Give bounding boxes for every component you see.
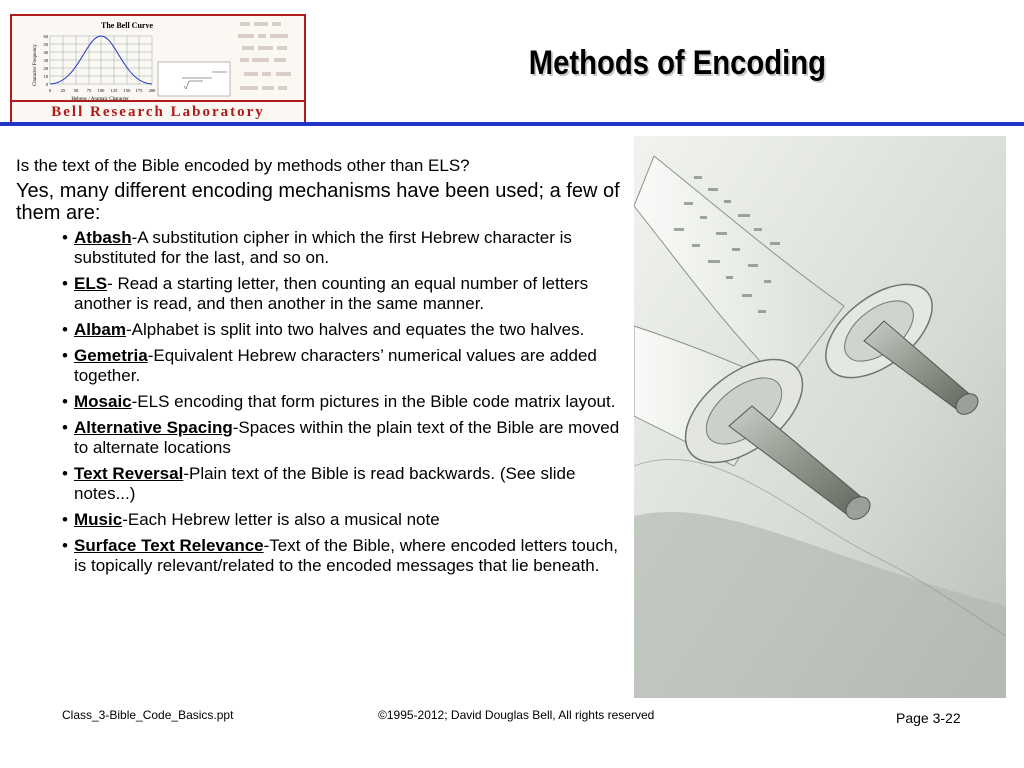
logo-y-tick: 60 xyxy=(43,34,48,39)
list-item xyxy=(62,510,622,530)
logo-x-tick: 125 xyxy=(110,88,118,93)
list-item xyxy=(62,274,622,314)
methods-list xyxy=(16,228,622,576)
list-item xyxy=(62,346,622,386)
method-desc: -Text of the Bible, where encoded letters touch, is topically relevant/related to the encoded messages that lie beneath. xyxy=(74,536,618,575)
logo-x-tick: 50 xyxy=(73,88,79,93)
bullet-icon: • xyxy=(62,510,68,529)
bullet-icon: • xyxy=(62,274,68,293)
bullet-icon: • xyxy=(62,228,68,247)
logo-chart-title: The Bell Curve xyxy=(101,21,153,30)
answer-text: Yes, many different encoding mechanisms have been used; a few of them are: xyxy=(16,180,620,224)
method-desc: -ELS encoding that form pictures in the Bible code matrix layout. xyxy=(131,392,616,411)
logo-banner: Bell Research Laboratory xyxy=(12,100,304,122)
bullet-icon: • xyxy=(62,536,68,555)
list-item xyxy=(62,392,622,412)
logo-x-tick: 100 xyxy=(97,88,105,93)
logo-y-axis-label: Character Frequency xyxy=(33,44,38,86)
logo-x-tick: 0 xyxy=(48,88,52,93)
method-desc: - Read a starting letter, then counting an equal number of letters another is read, and then another in the same manner. xyxy=(74,274,589,313)
bell-curve-chart xyxy=(12,16,304,104)
logo-y-tick: 20 xyxy=(43,66,48,71)
method-desc: -Each Hebrew letter is also a musical note xyxy=(122,510,440,529)
method-desc: -Plain text of the Bible is read backwards. (See slide notes...) xyxy=(74,464,576,503)
method-term: Mosaic xyxy=(74,392,132,411)
method-term: Text Reversal xyxy=(74,464,184,483)
slide-title: Methods of Encoding xyxy=(528,44,826,82)
method-term: Atbash xyxy=(74,228,132,247)
method-term: Alternative Spacing xyxy=(74,418,233,437)
method-term: Music xyxy=(74,510,123,529)
question-text: Is the text of the Bible encoded by methods other than ELS? xyxy=(16,156,470,175)
bullet-icon: • xyxy=(62,418,68,437)
logo-x-tick: 200 xyxy=(148,88,156,93)
logo-y-tick: 40 xyxy=(43,50,48,55)
method-term: Gemetria xyxy=(74,346,148,365)
logo-x-tick: 25 xyxy=(60,88,66,93)
list-item xyxy=(62,536,622,576)
bullet-icon: • xyxy=(62,464,68,483)
bullet-icon: • xyxy=(62,392,68,411)
footer-copyright: ©1995-2012; David Douglas Bell, All rights reserved xyxy=(378,708,655,722)
list-item xyxy=(62,228,622,268)
list-item xyxy=(62,418,622,458)
logo-x-tick: 150 xyxy=(123,88,131,93)
method-desc: -A substitution cipher in which the first Hebrew character is substituted for the last, and so on. xyxy=(74,228,572,267)
logo-grid xyxy=(50,36,152,84)
list-item xyxy=(62,320,622,340)
logo-y-tick: 0 xyxy=(45,82,48,87)
logo-x-tick: 75 xyxy=(86,88,92,93)
torah-scroll-illustration xyxy=(634,136,1006,698)
logo-y-tick: 50 xyxy=(43,42,48,47)
logo-y-tick: 30 xyxy=(43,58,48,63)
scroll-drawing xyxy=(634,136,1006,698)
method-desc: -Equivalent Hebrew characters’ numerical values are added together. xyxy=(74,346,597,385)
logo-x-tick: 175 xyxy=(135,88,143,93)
bullet-icon: • xyxy=(62,346,68,365)
method-term: Albam xyxy=(74,320,126,339)
footer-filename: Class_3-Bible_Code_Basics.ppt xyxy=(62,708,234,722)
bell-research-logo xyxy=(10,14,306,124)
method-term: ELS xyxy=(74,274,108,293)
logo-hebrew-watermark xyxy=(238,22,291,90)
logo-formula-box xyxy=(158,62,230,96)
method-term: Surface Text Relevance xyxy=(74,536,264,555)
page-number: Page 3-22 xyxy=(896,710,961,726)
method-desc: -Spaces within the plain text of the Bible are moved to alternate locations xyxy=(74,418,620,457)
list-item xyxy=(62,464,622,504)
bullet-icon: • xyxy=(62,320,68,339)
logo-y-tick: 10 xyxy=(43,74,48,79)
title-rule xyxy=(0,122,1024,126)
slide-body xyxy=(16,156,622,582)
method-desc: -Alphabet is split into two halves and equates the two halves. xyxy=(125,320,585,339)
